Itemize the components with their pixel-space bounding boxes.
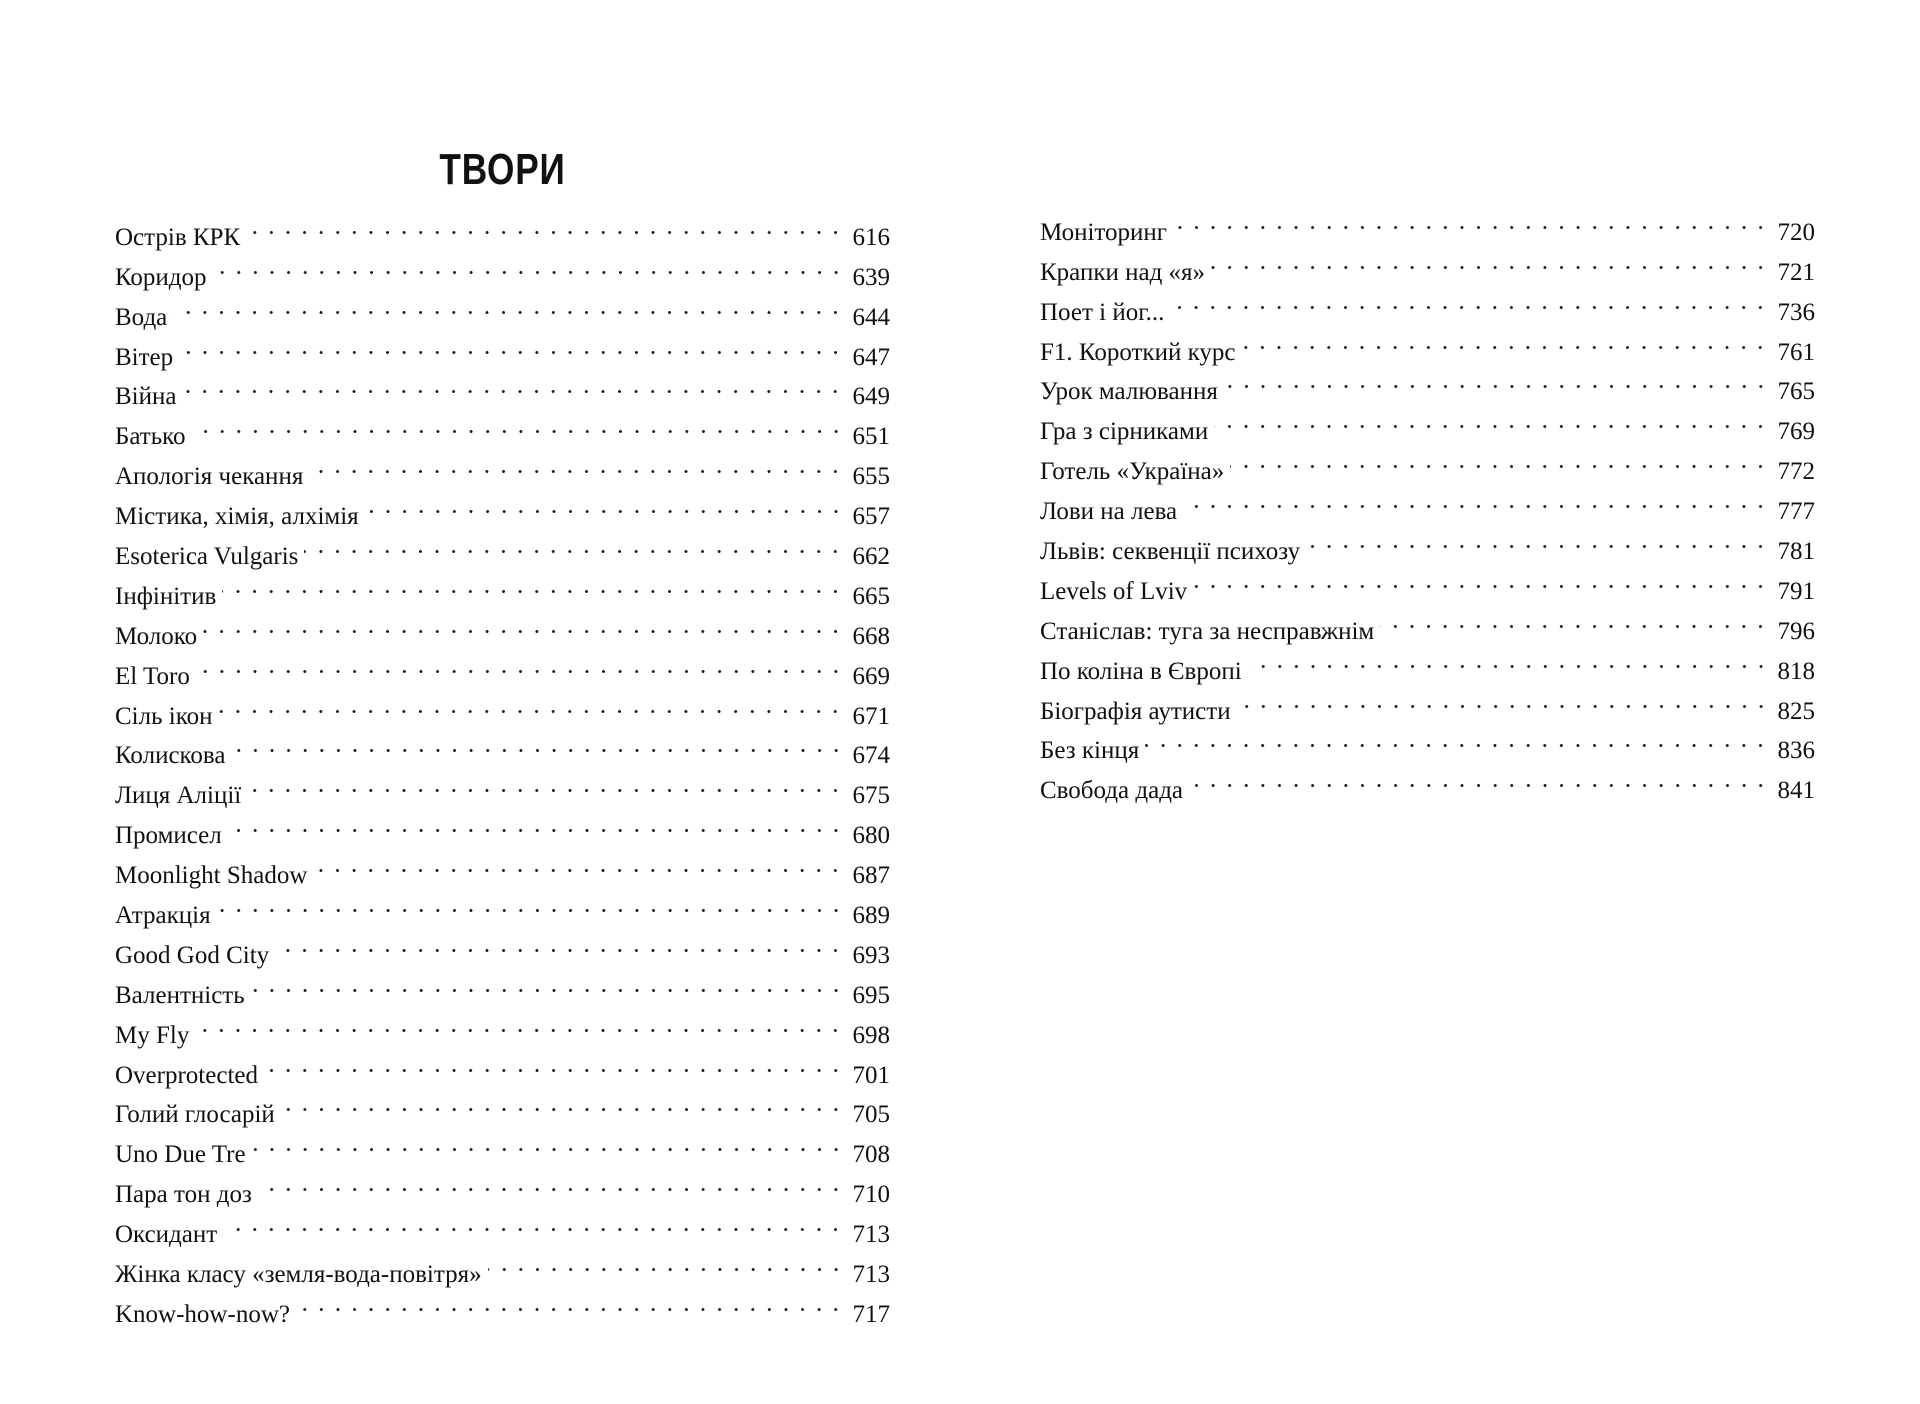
dot-leader xyxy=(232,724,845,764)
toc-entry-title: Валентність xyxy=(115,981,245,1009)
toc-entry-page: 695 xyxy=(852,981,890,1009)
toc-entry xyxy=(115,285,890,331)
toc-entry xyxy=(115,365,890,411)
toc-entry-title: Батько xyxy=(115,423,186,451)
toc-entry-page: 644 xyxy=(852,303,890,331)
toc-entry xyxy=(115,644,890,690)
toc-entry-page: 721 xyxy=(1777,258,1815,286)
toc-entry xyxy=(115,564,890,610)
toc-entry xyxy=(115,604,890,650)
dot-leader xyxy=(304,524,844,564)
toc-entry-title: F1. Короткий курс xyxy=(1040,338,1236,366)
toc-entry-title: Урок малювання xyxy=(1040,378,1218,406)
dot-leader xyxy=(365,484,844,524)
dot-leader xyxy=(173,285,844,325)
toc-entry-page: 662 xyxy=(852,543,890,571)
dot-leader xyxy=(196,644,844,684)
toc-entry-title: Гра з сірниками xyxy=(1040,418,1209,446)
toc-entry-page: 791 xyxy=(1777,577,1815,605)
toc-entry-title: Moonlight Shadow xyxy=(115,862,308,890)
dot-leader xyxy=(1189,758,1769,798)
dot-leader xyxy=(1230,439,1769,479)
toc-entry xyxy=(1040,200,1815,246)
dot-leader xyxy=(1214,399,1769,439)
toc-entry-title: По коліна в Європі xyxy=(1040,657,1242,685)
toc-entry-page: 796 xyxy=(1777,617,1815,645)
dot-leader xyxy=(313,843,844,883)
toc-entry-title: Готель «Україна» xyxy=(1040,458,1225,486)
dot-leader xyxy=(1380,599,1769,639)
page-title: ТВОРИ xyxy=(439,145,566,194)
toc-entry xyxy=(115,843,890,890)
toc-entry-page: 713 xyxy=(852,1261,890,1289)
toc-entry-title: Поет і йог... xyxy=(1040,298,1165,326)
toc-entry-page: 669 xyxy=(852,662,890,690)
toc-entry-page: 674 xyxy=(852,742,890,770)
dot-leader xyxy=(281,1083,844,1123)
toc-entry xyxy=(115,1043,890,1089)
dot-leader xyxy=(1211,240,1769,280)
toc-right-column xyxy=(1040,200,1815,805)
dot-leader xyxy=(228,803,844,843)
toc-entry-title: El Toro xyxy=(115,662,190,690)
toc-entry xyxy=(115,325,890,371)
dot-leader xyxy=(251,963,844,1003)
toc-entry-title: Коридор xyxy=(115,263,207,291)
toc-entry xyxy=(115,803,890,850)
toc-entry-page: 671 xyxy=(852,702,890,730)
toc-entry-title: Крапки над «я» xyxy=(1040,258,1206,286)
toc-entry-title: Станіслав: туга за несправжнім xyxy=(1040,617,1375,645)
toc-entry xyxy=(115,923,890,969)
dot-leader xyxy=(182,365,844,405)
toc-entry-title: Промисел xyxy=(115,822,222,850)
toc-entry-title: Uno Due Tre xyxy=(115,1141,246,1169)
toc-entry-page: 693 xyxy=(852,941,890,969)
toc-entry-page: 772 xyxy=(1777,458,1815,486)
dot-leader xyxy=(195,1003,844,1043)
dot-leader xyxy=(1183,479,1769,519)
dot-leader xyxy=(179,325,844,365)
toc-entry-title: Апологія чекання xyxy=(115,463,304,491)
toc-entry-title: Молоко xyxy=(115,622,198,650)
toc-entry-title: Esoterica Vulgaris xyxy=(115,543,299,571)
dot-leader xyxy=(488,1242,844,1282)
toc-entry-page: 761 xyxy=(1777,338,1815,366)
toc-entry-page: 777 xyxy=(1777,498,1815,526)
toc-entry-page: 675 xyxy=(852,782,890,810)
dot-leader xyxy=(246,205,844,245)
toc-entry-page: 713 xyxy=(852,1221,890,1249)
dot-leader xyxy=(1306,519,1769,559)
toc-entry-title: Вода xyxy=(115,303,168,331)
dot-leader xyxy=(247,763,844,803)
toc-entry-page: 769 xyxy=(1777,418,1815,446)
toc-entry-page: 647 xyxy=(852,343,890,371)
toc-entry-page: 665 xyxy=(852,582,890,610)
dot-leader xyxy=(1145,719,1769,759)
toc-entry xyxy=(115,404,890,451)
toc-entry xyxy=(1040,758,1815,805)
toc-entry-title: Голий глосарій xyxy=(115,1101,275,1129)
toc-entry xyxy=(115,1242,890,1289)
toc-entry-title: Лови на лева xyxy=(1040,498,1178,526)
toc-entry-page: 655 xyxy=(852,463,890,491)
toc-entry xyxy=(115,883,890,930)
toc-entry-page: 818 xyxy=(1777,657,1815,685)
toc-entry-title: Good God City xyxy=(115,941,270,969)
dot-leader xyxy=(309,444,844,484)
toc-entry-title: Атракція xyxy=(115,902,211,930)
toc-entry-title: Оксидант xyxy=(115,1221,218,1249)
toc-entry-title: Levels of Lviv xyxy=(1040,577,1188,605)
toc-entry-page: 825 xyxy=(1777,697,1815,725)
toc-entry-page: 687 xyxy=(852,862,890,890)
dot-leader xyxy=(264,1043,844,1083)
dot-leader xyxy=(1237,679,1769,719)
toc-entry xyxy=(115,245,890,291)
toc-entry-title: Overprotected xyxy=(115,1061,258,1089)
toc-entry-title: Вітер xyxy=(115,343,174,371)
dot-leader xyxy=(296,1282,844,1322)
dot-leader xyxy=(1173,200,1769,240)
toc-entry-page: 680 xyxy=(852,822,890,850)
toc-left-column xyxy=(115,205,890,1328)
toc-entry-title: Біографія аутисти xyxy=(1040,697,1231,725)
toc-entry-page: 639 xyxy=(852,263,890,291)
dot-leader xyxy=(1170,280,1769,320)
dot-leader xyxy=(213,245,844,285)
toc-entry-page: 765 xyxy=(1777,378,1815,406)
toc-entry-title: Жінка класу «земля-вода-повітря» xyxy=(115,1261,482,1289)
toc-entry xyxy=(115,1202,890,1249)
toc-entry-title: Львів: секвенції психозу xyxy=(1040,538,1301,566)
dot-leader xyxy=(218,684,844,724)
toc-entry-title: Колискова xyxy=(115,742,226,770)
toc-entry-page: 705 xyxy=(852,1101,890,1129)
toc-entry-title: Свобода дада xyxy=(1040,777,1184,805)
toc-entry-title: Моніторинг xyxy=(1040,218,1168,246)
toc-entry-page: 708 xyxy=(852,1141,890,1169)
dot-leader xyxy=(1193,559,1769,599)
toc-entry-title: Інфінітив xyxy=(115,582,217,610)
toc-entry-page: 689 xyxy=(852,902,890,930)
toc-entry-page: 710 xyxy=(852,1181,890,1209)
dot-leader xyxy=(258,1162,844,1202)
dot-leader xyxy=(1241,320,1769,360)
toc-entry-title: Лиця Аліції xyxy=(115,782,242,810)
toc-entry-page: 668 xyxy=(852,622,890,650)
toc-entry-page: 717 xyxy=(852,1300,890,1328)
toc-entry-title: Know-how-now? xyxy=(115,1300,290,1328)
toc-entry-title: Острів КРК xyxy=(115,223,241,251)
toc-entry-page: 841 xyxy=(1777,777,1815,805)
toc-entry-page: 657 xyxy=(852,503,890,531)
toc-entry xyxy=(115,1003,890,1049)
toc-entry-title: Війна xyxy=(115,383,177,411)
dot-leader xyxy=(252,1122,844,1162)
toc-entry-page: 736 xyxy=(1777,298,1815,326)
dot-leader xyxy=(1248,639,1769,679)
dot-leader xyxy=(203,604,844,644)
toc-entry xyxy=(115,205,890,251)
toc-entry-title: Без кінця xyxy=(1040,737,1140,765)
toc-entry xyxy=(115,724,890,770)
toc-entry-title: Містика, хімія, алхімія xyxy=(115,503,359,531)
dot-leader xyxy=(222,564,844,604)
toc-entry-page: 649 xyxy=(852,383,890,411)
dot-leader xyxy=(275,923,844,963)
toc-entry-title: My Fly xyxy=(115,1021,190,1049)
dot-leader xyxy=(192,404,844,444)
toc-entry-title: Сіль ікон xyxy=(115,702,213,730)
dot-leader xyxy=(217,883,844,923)
toc-entry-page: 701 xyxy=(852,1061,890,1089)
dot-leader xyxy=(1224,360,1769,400)
toc-entry-page: 836 xyxy=(1777,737,1815,765)
toc-entry-page: 616 xyxy=(852,223,890,251)
toc-entry-title: Пара тон доз xyxy=(115,1181,252,1209)
toc-entry-page: 781 xyxy=(1777,538,1815,566)
toc-entry xyxy=(115,444,890,491)
toc-entry-page: 698 xyxy=(852,1021,890,1049)
toc-entry xyxy=(115,684,890,730)
toc-entry xyxy=(1040,719,1815,765)
toc-entry-page: 720 xyxy=(1777,218,1815,246)
dot-leader xyxy=(223,1202,844,1242)
toc-entry-page: 651 xyxy=(852,423,890,451)
